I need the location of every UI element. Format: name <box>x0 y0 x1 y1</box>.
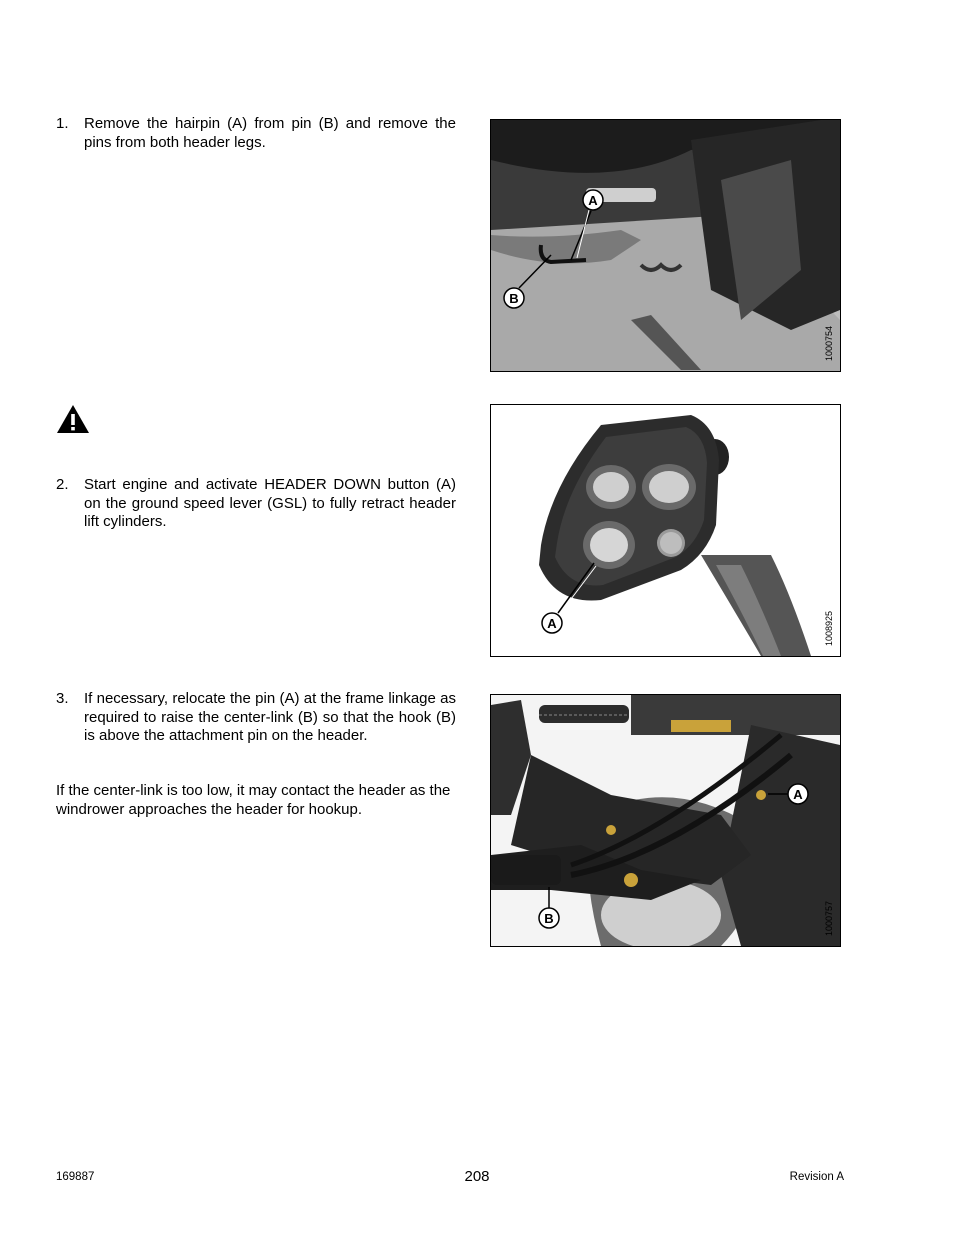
step-number: 2. <box>56 476 69 493</box>
figure-number: 1000757 <box>824 900 834 936</box>
callout-b-label: B <box>509 291 519 306</box>
figure-hairpin-pin <box>490 119 841 372</box>
figure-number: 1008925 <box>824 610 834 646</box>
figure-2-illustration <box>491 405 840 656</box>
figure-3-illustration <box>491 695 840 946</box>
step-number: 1. <box>56 115 69 132</box>
figure-number: 1000754 <box>824 325 834 361</box>
figure-1-illustration <box>491 120 840 371</box>
note-text: If the center-link is too low, it may contact the header as the windrower approaches the header for hookup. <box>56 782 451 818</box>
step-3 <box>56 690 456 746</box>
step-number: 3. <box>56 690 69 707</box>
callout-a-label: A <box>793 787 803 802</box>
step-text: Remove the hairpin (A) from pin (B) and remove the pins from both header legs. <box>84 115 456 151</box>
callout-a-label: A <box>588 193 598 208</box>
step-2 <box>56 476 456 532</box>
page-number: 208 <box>464 1168 490 1185</box>
figure-gsl-header-down <box>490 404 841 657</box>
callout-b-label: B <box>544 911 554 926</box>
step-text: If necessary, relocate the pin (A) at the frame linkage as required to raise the center-link (B) so that the hook (B) is above the attachment pin on the header. <box>84 690 456 744</box>
step-1 <box>56 115 456 152</box>
figure-frame-linkage <box>490 694 841 947</box>
footer-revision: Revision A <box>789 1171 844 1183</box>
footer-doc-number: 169887 <box>56 1171 95 1183</box>
step-text: Start engine and activate HEADER DOWN button (A) on the ground speed lever (GSL) to fully retract header lift cylinders. <box>84 476 456 530</box>
callout-a-label: A <box>547 616 557 631</box>
warning-triangle-icon <box>56 404 90 434</box>
